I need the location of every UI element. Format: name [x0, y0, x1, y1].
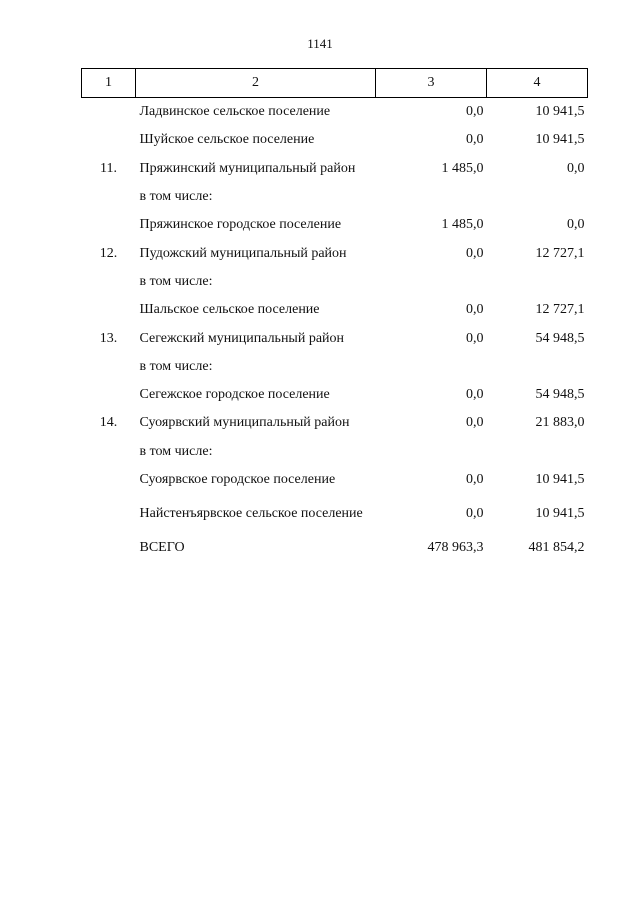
table-row	[82, 324, 588, 352]
table-row	[82, 353, 588, 381]
row-name: Шальское сельское поселение	[139, 302, 320, 318]
row-name: Сегежский муниципальный район	[139, 330, 345, 346]
table-row	[82, 296, 588, 324]
row-value-col4: 12 727,1	[535, 245, 585, 261]
row-name: Найстенъярвское сельское поселение	[139, 506, 363, 522]
row-value-col3: 0,0	[466, 472, 484, 487]
row-value-col3	[376, 353, 487, 381]
table-row	[82, 98, 588, 127]
table-row	[82, 126, 588, 154]
row-value-col4: 21 883,0	[535, 415, 585, 431]
row-number: 14.	[99, 415, 118, 431]
row-value-col4: 0,0	[567, 160, 585, 176]
row-number	[82, 268, 136, 296]
row-name: в том числе:	[139, 273, 213, 289]
row-value-col4	[487, 183, 588, 211]
row-value-col3: 0,0	[466, 104, 484, 120]
row-value-col3: 0,0	[466, 132, 484, 148]
table-body	[82, 98, 588, 563]
row-number	[82, 534, 136, 562]
row-name: ВСЕГО	[139, 540, 185, 556]
row-name: Сегежское городское поселение	[139, 387, 330, 403]
row-number	[82, 438, 136, 466]
row-value-col4	[487, 353, 588, 381]
row-value-col3: 0,0	[466, 302, 484, 318]
row-value-col3: 0,0	[466, 387, 484, 403]
row-name: Пудожский муниципальный район	[139, 245, 347, 261]
row-value-col3: 0,0	[466, 330, 484, 346]
row-value-col4: 54 948,5	[535, 387, 585, 403]
row-number: 12.	[99, 245, 118, 261]
header-col-2: 2	[136, 69, 376, 98]
row-value-col3: 1 485,0	[441, 160, 484, 176]
row-value-col3: 0,0	[466, 245, 484, 261]
row-value-col3: 0,0	[466, 415, 484, 431]
table-row	[82, 494, 588, 534]
row-name: Шуйское сельское поселение	[139, 132, 315, 148]
row-number: 13.	[99, 330, 118, 346]
row-number	[82, 98, 136, 127]
row-number: 11.	[100, 160, 117, 176]
row-name: в том числе:	[139, 358, 213, 374]
row-number	[82, 211, 136, 239]
row-value-col3: 0,0	[466, 506, 484, 522]
row-value-col4: 481 854,2	[528, 540, 585, 556]
row-value-col4: 12 727,1	[535, 302, 585, 318]
table-row	[82, 155, 588, 183]
row-number	[82, 296, 136, 324]
row-name: в том числе:	[139, 443, 213, 459]
table-row	[82, 239, 588, 267]
row-value-col3	[376, 438, 487, 466]
row-name: Пряжинское городское поселение	[139, 217, 342, 233]
header-col-3: 3	[376, 69, 487, 98]
header-col-1: 1	[82, 69, 136, 98]
table-row	[82, 211, 588, 239]
table-row	[82, 268, 588, 296]
page-number: 1141	[307, 36, 333, 51]
row-name: Ладвинское сельское поселение	[139, 104, 331, 120]
row-number	[82, 381, 136, 409]
row-value-col4: 10 941,5	[535, 472, 585, 487]
row-value-col3	[376, 183, 487, 211]
row-name: Пряжинский муниципальный район	[139, 160, 356, 176]
table-row	[82, 381, 588, 409]
row-number	[82, 183, 136, 211]
table-row	[82, 466, 588, 494]
row-name: Суоярвское городское поселение	[139, 472, 336, 487]
row-name: в том числе:	[139, 189, 213, 205]
row-value-col4: 10 941,5	[535, 506, 585, 522]
row-value-col3: 1 485,0	[441, 217, 484, 233]
budget-table	[81, 68, 588, 562]
table-row	[82, 534, 588, 562]
table-row	[82, 183, 588, 211]
row-number	[82, 494, 136, 534]
row-value-col4: 0,0	[567, 217, 585, 233]
row-number	[82, 466, 136, 494]
row-value-col3: 478 963,3	[427, 540, 484, 556]
row-name: Суоярвский муниципальный район	[139, 415, 350, 431]
table-row	[82, 409, 588, 437]
table-header	[82, 69, 588, 98]
row-value-col4	[487, 438, 588, 466]
row-number	[82, 353, 136, 381]
row-value-col4: 10 941,5	[535, 132, 585, 148]
row-value-col4	[487, 268, 588, 296]
row-value-col4: 54 948,5	[535, 330, 585, 346]
row-value-col3	[376, 268, 487, 296]
row-value-col4: 10 941,5	[535, 104, 585, 120]
header-row	[82, 69, 588, 98]
row-number	[82, 126, 136, 154]
table-row	[82, 438, 588, 466]
header-col-4: 4	[487, 69, 588, 98]
